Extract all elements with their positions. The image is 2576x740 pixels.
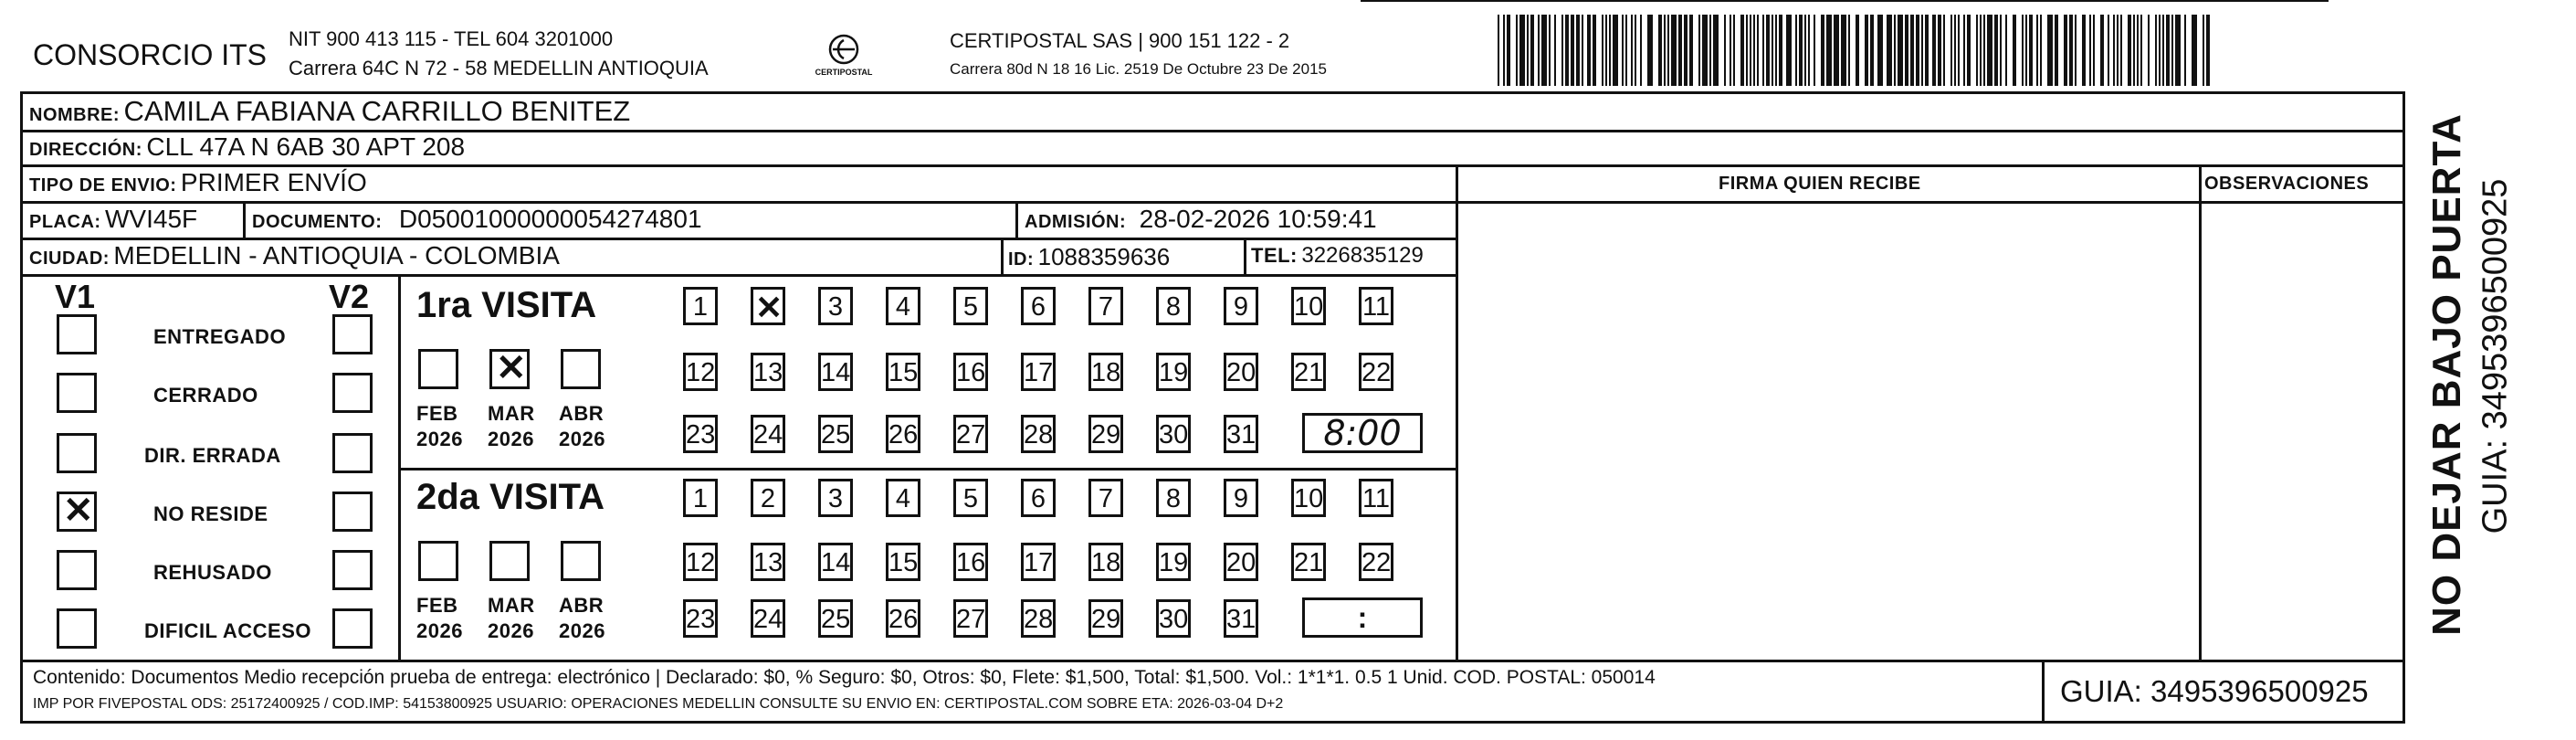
barcode	[1498, 15, 2228, 86]
second-visit-month-checkbox[interactable]	[561, 541, 601, 581]
first-visit-day-box[interactable]: 23	[683, 415, 718, 453]
second-visit-year-label: 2026	[416, 619, 463, 642]
second-visit-day-box[interactable]: 26	[886, 599, 920, 638]
direccion-label: DIRECCIÓN:	[29, 140, 142, 160]
svg-text:CERTIPOSTAL: CERTIPOSTAL	[815, 68, 873, 77]
v1-checkbox[interactable]	[57, 608, 97, 649]
v1-checkbox[interactable]	[57, 314, 97, 354]
top-edge-line	[1361, 0, 2329, 2]
first-visit-day-box[interactable]: 11	[1359, 287, 1393, 325]
side-warning-text: NO DEJAR BAJO PUERTA	[2424, 113, 2469, 636]
first-visit-month-label: FEB	[416, 402, 458, 425]
v2-checkbox[interactable]	[332, 492, 373, 532]
second-visit-day-box[interactable]: 15	[886, 543, 920, 581]
check-mark-icon: ✕	[496, 348, 527, 388]
second-visit-day-box[interactable]: 30	[1156, 599, 1191, 638]
first-visit-month-checkbox[interactable]	[418, 349, 458, 389]
first-visit-day-box[interactable]: 29	[1088, 415, 1123, 453]
second-visit-day-box[interactable]: 25	[818, 599, 853, 638]
ciudad-label: CIUDAD:	[29, 248, 110, 269]
second-visit-day-box[interactable]: 10	[1291, 479, 1326, 517]
documento-field	[252, 205, 702, 234]
first-visit-month-checkbox[interactable]	[561, 349, 601, 389]
footer-imp-line: IMP POR FIVEPOSTAL ODS: 25172400925 / COD.IMP: 54153800925 USUARIO: OPERACIONES MEDELLIN CONSULTE SU ENVIO EN: CERTIPOSTAL.COM SOBRE ETA: 2026-03-04 D+2	[33, 696, 1284, 712]
first-visit-day-box[interactable]: 28	[1021, 415, 1056, 453]
direccion-value: CLL 47A N 6AB 30 APT 208	[146, 132, 466, 161]
second-visit-day-box[interactable]: 28	[1021, 599, 1056, 638]
tipo-field	[29, 168, 367, 197]
v1-checkbox[interactable]	[57, 373, 97, 413]
tel-field	[1251, 243, 1424, 269]
first-visit-day-box[interactable]: 25	[818, 415, 853, 453]
second-visit-month-checkbox[interactable]	[418, 541, 458, 581]
first-visit-month-checkbox[interactable]	[489, 349, 530, 389]
status-option-label: REHUSADO	[153, 561, 272, 584]
ciudad-field	[29, 241, 560, 270]
second-visit-day-box[interactable]: 17	[1021, 543, 1056, 581]
v1-checkbox[interactable]	[57, 550, 97, 590]
first-visit-day-box[interactable]: 6	[1021, 287, 1056, 325]
second-visit-year-label: 2026	[559, 619, 605, 642]
admision-field	[1025, 205, 1377, 234]
second-visit-day-box[interactable]: 12	[683, 543, 718, 581]
carrier-line2: Carrera 80d N 18 16 Lic. 2519 De Octubre 23 De 2015	[950, 60, 1327, 78]
second-visit-time-box[interactable]	[1302, 597, 1423, 638]
placa-value: WVI45F	[105, 205, 198, 233]
second-visit-day-box[interactable]: 20	[1224, 543, 1258, 581]
first-visit-year-label: 2026	[488, 428, 534, 450]
first-visit-day-box[interactable]: 13	[751, 353, 785, 391]
ciudad-value: MEDELLIN - ANTIOQUIA - COLOMBIA	[113, 241, 560, 270]
main-frame	[20, 91, 2405, 724]
first-visit-day-box[interactable]	[751, 287, 785, 325]
first-visit-day-box[interactable]: 3	[818, 287, 853, 325]
v1-checkbox[interactable]	[57, 433, 97, 473]
first-visit-day-box[interactable]: 15	[886, 353, 920, 391]
footer-content-line: Contenido: Documentos Medio recepción prueba de entrega: electrónico | Declarado: $0, % Seguro: $0, Otros: $0, Flete: $1,500, Total: $1,500. Vol.: 1*1*1. 0.5 1 Unid. COD. POSTAL: 050014	[33, 667, 1656, 688]
first-visit-day-box[interactable]: 12	[683, 353, 718, 391]
status-option-label: NO RESIDE	[153, 502, 268, 525]
tel-label: TEL:	[1251, 244, 1298, 267]
first-visit-day-box[interactable]: 7	[1088, 287, 1123, 325]
status-option-label: ENTREGADO	[153, 325, 287, 348]
second-visit-day-box[interactable]: 31	[1224, 599, 1258, 638]
firma-label: FIRMA QUIEN RECIBE	[1719, 174, 1921, 194]
first-visit-day-box[interactable]: 30	[1156, 415, 1191, 453]
first-visit-day-box[interactable]: 24	[751, 415, 785, 453]
second-visit-day-box[interactable]: 7	[1088, 479, 1123, 517]
footer-guia: GUIA: 3495396500925	[2060, 674, 2369, 708]
second-visit-month-label: FEB	[416, 594, 458, 617]
company-nit: NIT 900 413 115 - TEL 604 3201000	[289, 27, 614, 50]
certipostal-logo	[809, 33, 878, 80]
v2-checkbox[interactable]	[332, 314, 373, 354]
status-option-label: CERRADO	[153, 384, 258, 407]
second-visit-day-box[interactable]: 14	[818, 543, 853, 581]
first-visit-title: 1ra VISITA	[416, 285, 597, 325]
placa-field	[29, 205, 197, 234]
id-label: ID:	[1008, 249, 1035, 270]
check-mark-icon: ✕	[755, 289, 783, 326]
second-visit-day-box[interactable]: 13	[751, 543, 785, 581]
second-visit-year-label: 2026	[488, 619, 534, 642]
status-option-label: DIFICIL ACCESO	[144, 619, 312, 642]
first-visit-day-box[interactable]: 26	[886, 415, 920, 453]
second-visit-day-box[interactable]: 22	[1359, 543, 1393, 581]
second-visit-day-box[interactable]: 23	[683, 599, 718, 638]
first-visit-day-box[interactable]: 21	[1291, 353, 1326, 391]
first-visit-day-box[interactable]: 5	[953, 287, 988, 325]
first-visit-day-box[interactable]: 31	[1224, 415, 1258, 453]
first-visit-day-box[interactable]: 20	[1224, 353, 1258, 391]
first-visit-day-box[interactable]: 27	[953, 415, 988, 453]
nombre-label: NOMBRE:	[29, 105, 121, 125]
second-visit-day-box[interactable]: 1	[683, 479, 718, 517]
second-visit-day-box[interactable]: 4	[886, 479, 920, 517]
v1-checkbox[interactable]	[57, 492, 97, 532]
side-guia	[2473, 119, 2518, 594]
first-visit-day-box[interactable]: 9	[1224, 287, 1258, 325]
first-visit-day-box[interactable]: 1	[683, 287, 718, 325]
first-visit-day-box[interactable]: 19	[1156, 353, 1191, 391]
second-visit-day-box[interactable]: 9	[1224, 479, 1258, 517]
second-visit-month-checkbox[interactable]	[489, 541, 530, 581]
second-visit-day-box[interactable]: 24	[751, 599, 785, 638]
second-visit-month-label: ABR	[559, 594, 605, 617]
second-visit-day-box[interactable]: 21	[1291, 543, 1326, 581]
company-name: CONSORCIO ITS	[33, 38, 268, 71]
second-visit-day-box[interactable]: 8	[1156, 479, 1191, 517]
second-visit-day-box[interactable]: 2	[751, 479, 785, 517]
first-visit-day-box[interactable]: 22	[1359, 353, 1393, 391]
second-visit-title: 2da VISITA	[416, 477, 605, 517]
documento-label: DOCUMENTO:	[252, 212, 383, 232]
tipo-label: TIPO DE ENVIO:	[29, 175, 177, 196]
placa-label: PLACA:	[29, 212, 101, 232]
first-visit-year-label: 2026	[416, 428, 463, 450]
second-visit-day-box[interactable]: 27	[953, 599, 988, 638]
v2-header: V2	[329, 278, 370, 315]
first-visit-month-label: MAR	[488, 402, 535, 425]
first-visit-day-box[interactable]: 14	[818, 353, 853, 391]
admision-value: 28-02-2026 10:59:41	[1139, 205, 1377, 233]
nombre-field	[29, 95, 630, 128]
documento-value: D05001000000054274801	[398, 205, 702, 233]
first-visit-month-label: ABR	[559, 402, 605, 425]
first-visit-time-box[interactable]	[1302, 413, 1423, 453]
observaciones-label: OBSERVACIONES	[2204, 174, 2370, 194]
direccion-field	[29, 132, 465, 162]
tipo-value: PRIMER ENVÍO	[180, 168, 367, 196]
first-visit-day-box[interactable]: 10	[1291, 287, 1326, 325]
id-value: 1088359636	[1037, 243, 1171, 270]
status-option-label: DIR. ERRADA	[144, 444, 281, 467]
first-visit-day-box[interactable]: 17	[1021, 353, 1056, 391]
first-visit-day-box[interactable]: 8	[1156, 287, 1191, 325]
company-address: Carrera 64C N 72 - 58 MEDELLIN ANTIOQUIA	[289, 57, 709, 79]
check-mark-icon: ✕	[63, 491, 94, 531]
second-visit-day-box[interactable]: 16	[953, 543, 988, 581]
first-visit-time: 8:00	[1323, 413, 1402, 453]
tel-value: 3226835129	[1301, 243, 1424, 268]
second-visit-day-box[interactable]: 3	[818, 479, 853, 517]
second-visit-day-box[interactable]: 19	[1156, 543, 1191, 581]
v1-header: V1	[55, 278, 96, 315]
second-visit-day-box[interactable]: 18	[1088, 543, 1123, 581]
v2-checkbox[interactable]	[332, 373, 373, 413]
carrier-line1: CERTIPOSTAL SAS | 900 151 122 - 2	[950, 29, 1290, 52]
second-visit-month-label: MAR	[488, 594, 535, 617]
v2-checkbox[interactable]	[332, 433, 373, 473]
second-visit-day-box[interactable]: 11	[1359, 479, 1393, 517]
id-field	[1008, 243, 1170, 271]
second-visit-day-box[interactable]: 5	[953, 479, 988, 517]
second-visit-day-box[interactable]: 6	[1021, 479, 1056, 517]
first-visit-day-box[interactable]: 16	[953, 353, 988, 391]
v2-checkbox[interactable]	[332, 608, 373, 649]
side-warning	[2420, 113, 2475, 636]
v2-checkbox[interactable]	[332, 550, 373, 590]
first-visit-day-box[interactable]: 4	[886, 287, 920, 325]
nombre-value: CAMILA FABIANA CARRILLO BENITEZ	[123, 95, 631, 127]
second-visit-day-box[interactable]: 29	[1088, 599, 1123, 638]
side-guia-text: GUIA: 3495396500925	[2476, 178, 2515, 534]
second-visit-time: :	[1357, 601, 1368, 634]
first-visit-day-box[interactable]: 18	[1088, 353, 1123, 391]
admision-label: ADMISIÓN:	[1025, 212, 1127, 232]
first-visit-year-label: 2026	[559, 428, 605, 450]
